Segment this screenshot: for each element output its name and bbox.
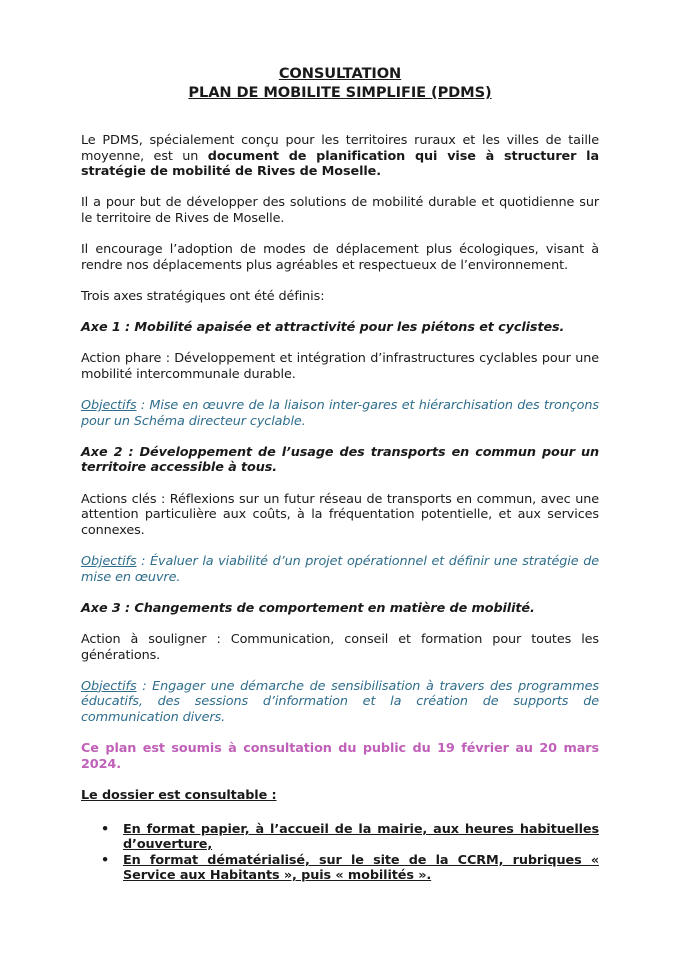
consultation-notice: Ce plan est soumis à consultation du public du 19 février au 20 mars 2024.	[81, 741, 599, 772]
intro-bold-text: document de planification qui vise à structurer la stratégie de mobilité de Rives de Moselle.	[81, 148, 599, 180]
dossier-item-text: En format papier, à l’accueil de la mairie, aux heures habituelles d’ouverture,	[123, 821, 599, 853]
objectives-text: : Évaluer la viabilité d’un projet opérationnel et définir une stratégie de mise en œuvre.	[81, 554, 599, 585]
axe-1-action: Action phare : Développement et intégration d’infrastructures cyclables pour une mobilité intercommunale durable.	[81, 351, 599, 382]
axe-1-heading: Axe 1 : Mobilité apaisée et attractivité pour les piétons et cyclistes.	[81, 320, 565, 336]
objectives-label: Objectifs	[81, 678, 137, 694]
bullet-icon: •	[101, 852, 110, 868]
axe-2-heading: Axe 2 : Développement de l’usage des transports en commun pour un territoire accessible à tous.	[81, 444, 599, 476]
objectives-text: : Mise en œuvre de la liaison inter-gares et hiérarchisation des tronçons pour un Schéma directeur cyclable.	[81, 398, 599, 429]
objectives-label: Objectifs	[81, 554, 137, 570]
dossier-item-paper	[101, 821, 599, 853]
dossier-heading: Le dossier est consultable :	[81, 787, 277, 803]
axe-1-objectives	[81, 398, 599, 429]
axe-3-heading: Axe 3 : Changements de comportement en matière de mobilité.	[81, 600, 535, 616]
objectives-text: : Engager une démarche de sensibilisation à travers des programmes éducatifs, des sessions d’information et la création de supports de communication divers.	[81, 678, 599, 725]
title-line-2: PLAN DE MOBILITE SIMPLIFIE (PDMS)	[188, 84, 492, 101]
document-page	[81, 64, 599, 884]
dossier-item-text: En format dématérialisé, sur le site de la CCRM, rubriques « Service aux Habitants », puis « mobilités ».	[123, 852, 599, 884]
intro-paragraph-4: Trois axes stratégiques ont été définis:	[81, 288, 325, 304]
bullet-icon: •	[101, 821, 110, 837]
intro-text: Le PDMS, spécialement conçu pour les territoires ruraux et les villes de taille moyenne, est un	[81, 133, 599, 164]
title-line-1: CONSULTATION	[278, 65, 402, 82]
dossier-item-digital	[101, 852, 599, 884]
axe-2-objectives	[81, 554, 599, 585]
dossier-list	[81, 822, 599, 884]
intro-paragraph-1	[81, 133, 599, 180]
axe-3-action: Action à souligner : Communication, conseil et formation pour toutes les générations.	[81, 632, 599, 663]
axe-3-objectives	[81, 679, 599, 726]
intro-paragraph-2: Il a pour but de développer des solutions de mobilité durable et quotidienne sur le territoire de Rives de Moselle.	[81, 195, 599, 226]
axe-2-action: Actions clés : Réflexions sur un futur réseau de transports en commun, avec une attention particulière aux coûts, à la fréquentation potentielle, et aux services connexes.	[81, 491, 599, 538]
objectives-label: Objectifs	[81, 398, 137, 414]
document-title	[81, 64, 599, 102]
intro-paragraph-3: Il encourage l’adoption de modes de déplacement plus écologiques, visant à rendre nos déplacements plus agréables et respectueux de l’environnement.	[81, 242, 599, 273]
